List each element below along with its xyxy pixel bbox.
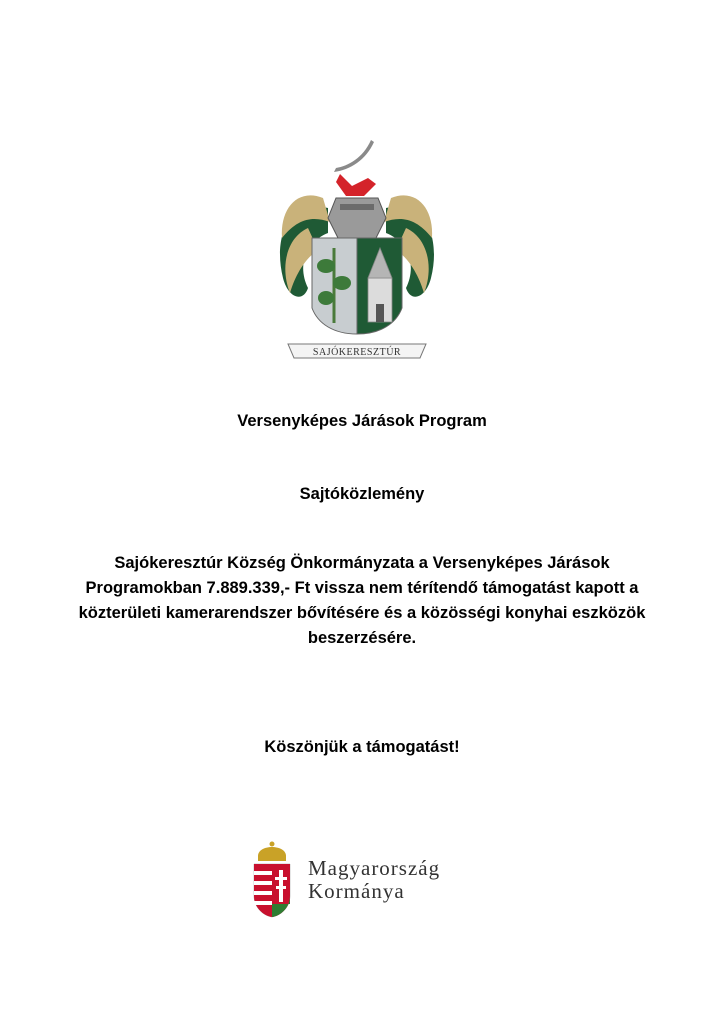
coat-of-arms-image	[268, 138, 446, 364]
crest-banner-text: SAJÓKERESZTÚR	[312, 347, 402, 358]
gov-text-line1: Magyarország	[308, 856, 441, 880]
hungarian-coat-of-arms-logo	[252, 838, 292, 918]
thanks-text: Köszönjük a támogatást!	[264, 738, 460, 756]
announcement-text: Sajókeresztúr Község Önkormányzata a Versenyképes Járások Programokban 7.889.339,- Ft vissza nem térítendő támogatást kapott a közterületi kamerarendszer bővítésére és a közösségi konyhai eszközök beszerzésére.	[78, 554, 646, 647]
program-title: Versenyképes Járások Program	[237, 412, 487, 430]
press-release-label: Sajtóközlemény	[299, 485, 425, 503]
government-logo-text	[308, 857, 440, 903]
gov-text-line2: Kormánya	[308, 879, 405, 903]
